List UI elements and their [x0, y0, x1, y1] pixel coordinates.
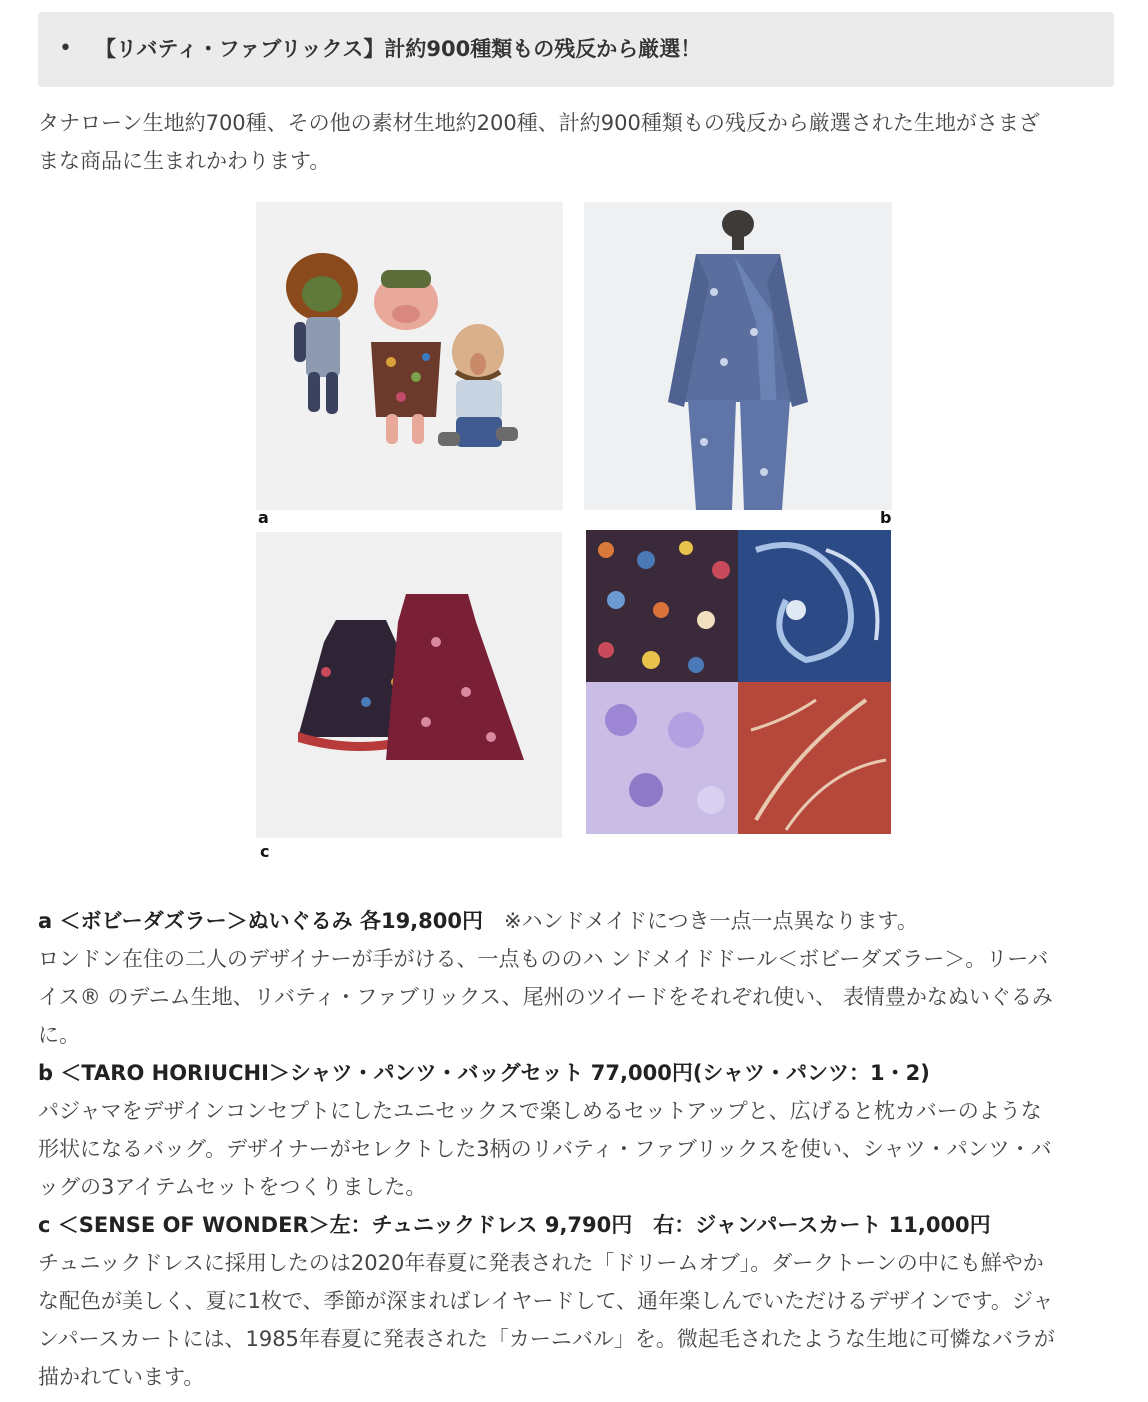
intro-line: タナローン生地約700種、その他の素材生地約200種、計約900種類もの残反から厳選された生地がさまざ [38, 111, 1040, 135]
item-a-title: a ＜ボビーダズラー＞ぬいぐるみ 各19,800円 [38, 909, 483, 933]
item-c-line: チュニックドレスに採用したのは2020年春夏に発表された「ドリームオブ」。ダークトーンの中にも鮮やか [38, 1251, 1044, 1275]
item-a-line: に。 [38, 1023, 80, 1047]
item-a-line: ロンドン在住の二人のデザイナーが手がける、一点もののハ ンドメイドドール＜ボビーダズラー＞。リーバ [38, 947, 1049, 971]
item-a-block [38, 902, 1114, 1396]
item-c-line: ンパースカートには、1985年春夏に発表された「カーニバル」を。微起毛されたような生地に可憐なバラが [38, 1327, 1055, 1351]
intro-line: まな商品に生まれかわります。 [38, 149, 331, 173]
section-heading: 【リバティ・ファブリックス】計約900種類もの残反から厳選！ [95, 37, 702, 61]
item-a-note: ※ハンドメイドにつき一点一点異なります。 [483, 909, 918, 933]
photo-shirt-set [584, 202, 892, 510]
item-b-line: ッグの3アイテムセットをつくりました。 [38, 1175, 427, 1199]
intro-paragraph [38, 104, 1114, 180]
item-b-title: b ＜TARO HORIUCHI＞シャツ・パンツ・バッグセット 77,000円(シャツ・パンツ：1・2) [38, 1061, 930, 1085]
item-b-line: パジャマをデザインコンセプトにしたユニセックスで楽しめるセットアップと、広げると枕カバーのような [38, 1099, 1042, 1123]
photo-dolls [256, 202, 563, 510]
photo-label-b: b [880, 508, 892, 527]
item-c-line: 描かれています。 [38, 1365, 205, 1389]
item-b-line: 形状になるバッグ。デザイナーがセレクトした3柄のリバティ・ファブリックスを使い、シャツ・パンツ・バ [38, 1137, 1052, 1161]
photo-fabric-swatches [586, 530, 891, 834]
photo-label-c: c [260, 842, 270, 861]
bullet-icon: • [59, 36, 72, 61]
photo-label-a: a [258, 508, 269, 527]
item-a-line: イス® のデニム生地、リバティ・ファブリックス、尾州のツイードをそれぞれ使い、 表情豊かなぬいぐるみ [38, 985, 1053, 1009]
item-c-title: c ＜SENSE OF WONDER＞左：チュニックドレス 9,790円 右：ジャンパースカート 11,000円 [38, 1213, 991, 1237]
item-c-line: な配色が美しく、夏に1枚で、季節が深まればレイヤードして、通年楽しんでいただけるデザインです。ジャ [38, 1289, 1054, 1313]
photo-dresses [256, 532, 562, 838]
